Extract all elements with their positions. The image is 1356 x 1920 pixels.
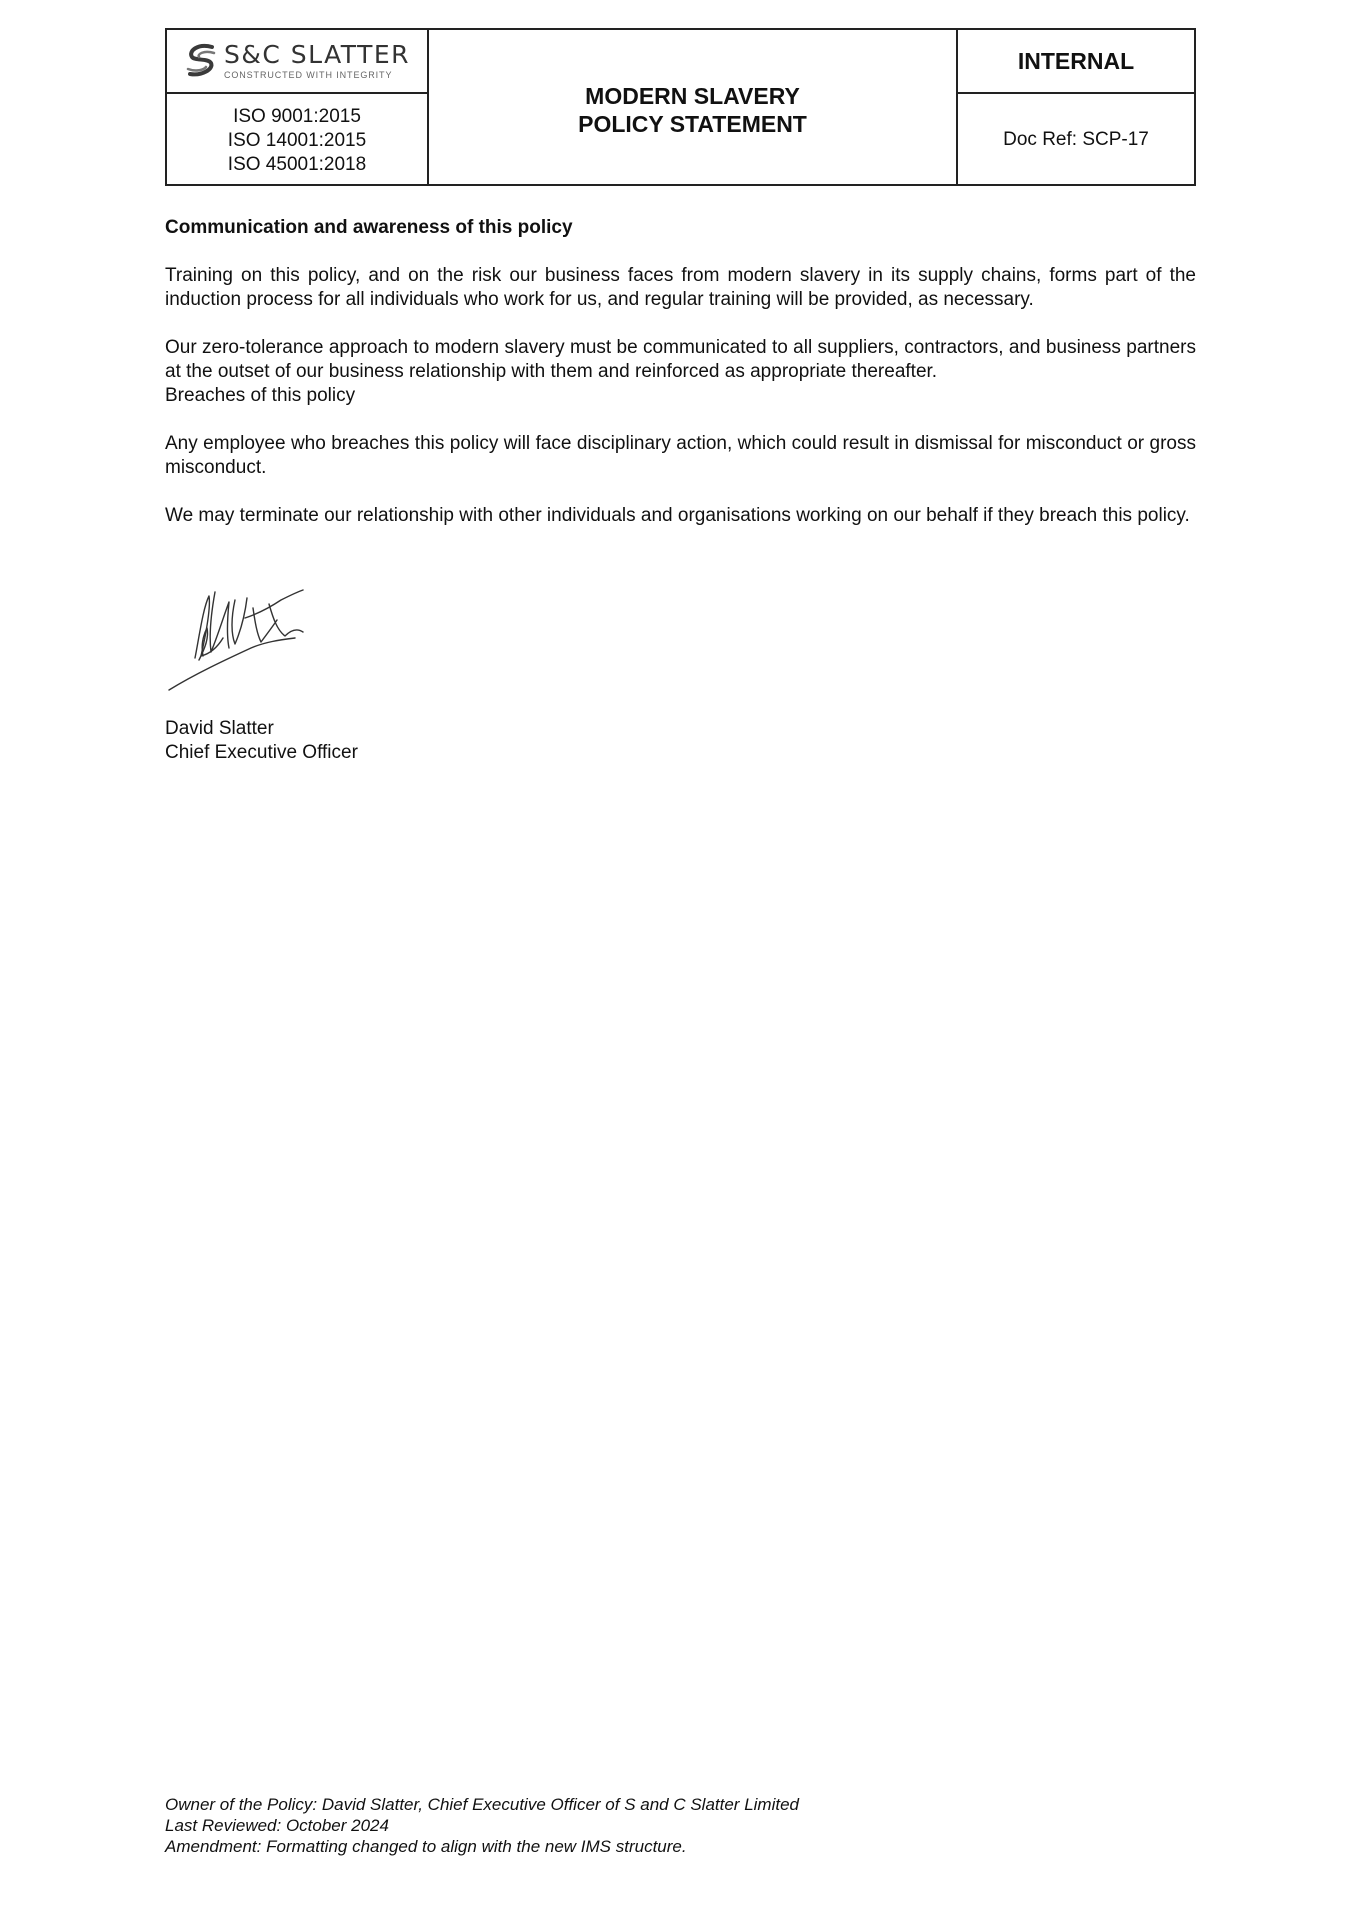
iso-45001: ISO 45001:2018	[227, 154, 367, 175]
paragraph-disciplinary: Any employee who breaches this policy will face disciplinary action, which could result in dismissal for misconduct or gross misconduct.	[165, 433, 1196, 478]
iso-9001: ISO 9001:2015	[233, 106, 361, 127]
logo-tagline: CONSTRUCTED WITH INTEGRITY	[223, 70, 393, 80]
subheading-breaches: Breaches of this policy	[165, 385, 356, 406]
document-header	[165, 28, 1196, 186]
signatory-block	[165, 717, 358, 765]
swirl-logo-icon	[184, 41, 218, 81]
document-title	[429, 30, 958, 184]
signature-image	[165, 578, 315, 698]
iso-certifications	[167, 94, 427, 184]
footer-amendment: Amendment: Formatting changed to align with the new IMS structure.	[165, 1837, 687, 1856]
title-line-2: POLICY STATEMENT	[578, 111, 807, 137]
title-line-1: MODERN SLAVERY	[585, 83, 800, 109]
paragraph-training: Training on this policy, and on the risk our business faces from modern slavery in its supply chains, forms part of the induction process for all individuals who work for us, and regular training will be provided, as necessary.	[165, 265, 1196, 310]
doc-reference: Doc Ref: SCP-17	[1003, 129, 1149, 150]
company-logo	[167, 30, 427, 94]
document-footer	[165, 1794, 799, 1857]
logo-name: S&C SLATTER	[223, 40, 411, 69]
header-left-cell	[167, 30, 429, 184]
footer-owner: Owner of the Policy: David Slatter, Chief Executive Officer of S and C Slatter Limited	[165, 1795, 799, 1814]
policy-body	[165, 216, 1196, 552]
classification-label: INTERNAL	[958, 30, 1194, 94]
section-heading: Communication and awareness of this policy	[165, 217, 573, 238]
iso-14001: ISO 14001:2015	[227, 130, 367, 151]
signatory-name: David Slatter	[165, 718, 274, 739]
signatory-title: Chief Executive Officer	[165, 742, 358, 763]
paragraph-zero-tolerance: Our zero-tolerance approach to modern slavery must be communicated to all suppliers, contractors, and business partners at the outset of our business relationship with them and reinforced as appropriate thereafter.	[165, 337, 1196, 382]
footer-reviewed: Last Reviewed: October 2024	[165, 1816, 389, 1835]
logo-text	[224, 42, 410, 80]
paragraph-termination: We may terminate our relationship with other individuals and organisations working on our behalf if they breach this policy.	[165, 505, 1190, 526]
header-right-cell	[958, 30, 1194, 184]
